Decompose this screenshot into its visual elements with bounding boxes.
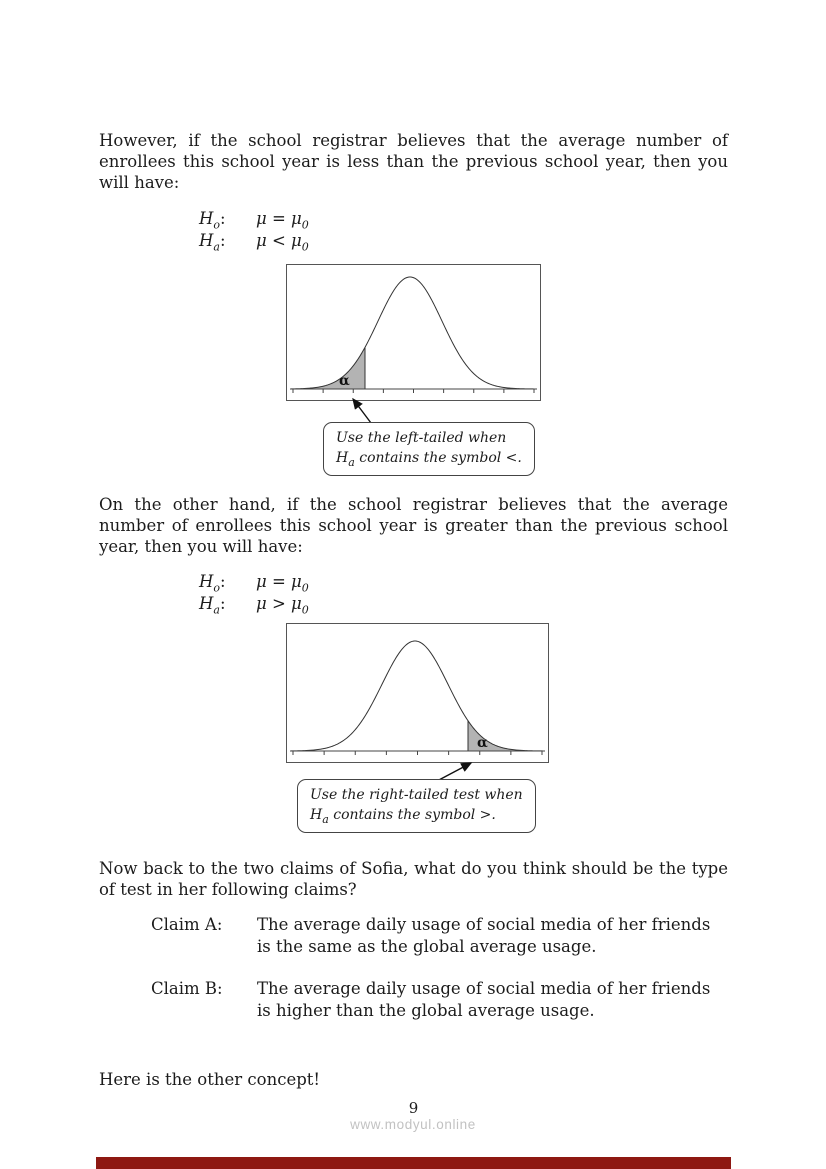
claim-b-text: The average daily usage of social media of her friends is higher than the global average usage. bbox=[257, 979, 711, 1020]
claim-b-label: Claim B: bbox=[151, 979, 223, 998]
hypothesis-symbol: $H_o$: bbox=[199, 572, 226, 595]
bottom-bar bbox=[96, 1157, 731, 1169]
hypothesis-symbol: $H_a$: bbox=[199, 593, 226, 616]
hypothesis-symbol: $H_a$: bbox=[199, 230, 226, 253]
alternative-hypothesis-row bbox=[199, 593, 728, 615]
hypothesis-expression: $\mu = \mu_0$ bbox=[256, 572, 309, 595]
paragraph-left-tailed-intro: However, if the school registrar believes that the average number of enrollees this school year is less than the previous school year, then you will have: bbox=[99, 131, 728, 192]
left-tailed-callout bbox=[323, 422, 535, 476]
left-tailed-distribution-curve bbox=[287, 265, 540, 400]
hypothesis-expression: $\mu > \mu_0$ bbox=[256, 593, 309, 616]
footer-watermark: www.modyul.online bbox=[350, 1117, 476, 1132]
callout-line: Use the left-tailed when bbox=[336, 430, 507, 446]
claim-a-row bbox=[151, 914, 728, 958]
hypotheses-left-tailed bbox=[199, 208, 728, 251]
callout-line: $H_a$ contains the symbol >. bbox=[310, 807, 496, 826]
callout-line: Use the right-tailed test when bbox=[310, 787, 523, 803]
alternative-hypothesis-row bbox=[199, 230, 728, 252]
right-tailed-callout bbox=[297, 779, 536, 833]
right-tailed-figure bbox=[99, 623, 728, 833]
alpha-label: α bbox=[477, 735, 488, 751]
hypothesis-expression: $\mu = \mu_0$ bbox=[256, 209, 309, 232]
callout-line: $H_a$ contains the symbol <. bbox=[336, 450, 522, 469]
hypothesis-expression: $\mu < \mu_0$ bbox=[256, 230, 309, 253]
shaded-alpha-region bbox=[291, 347, 365, 389]
null-hypothesis-row bbox=[199, 208, 728, 230]
paragraph-claims-question: Now back to the two claims of Sofia, what do you think should be the type of test in her following claims? bbox=[99, 859, 728, 899]
right-tailed-curve-box bbox=[286, 623, 549, 763]
distribution-curve bbox=[291, 277, 535, 389]
hypotheses-right-tailed bbox=[199, 571, 728, 614]
page-content bbox=[99, 0, 728, 1117]
closing-line: Here is the other concept! bbox=[99, 1070, 321, 1089]
claim-b-row bbox=[151, 978, 728, 1022]
null-hypothesis-row bbox=[199, 571, 728, 593]
paragraph-right-tailed-intro: On the other hand, if the school registrar believes that the average number of enrollees this school year is greater than the previous school year, then you will have: bbox=[99, 495, 728, 556]
alpha-label: α bbox=[339, 373, 350, 389]
right-tailed-distribution-curve bbox=[287, 624, 548, 762]
hypothesis-symbol: $H_o$: bbox=[199, 209, 226, 232]
distribution-curve bbox=[291, 641, 543, 751]
claim-a-label: Claim A: bbox=[151, 915, 223, 934]
page-number: 9 bbox=[408, 1099, 419, 1117]
left-tailed-figure bbox=[99, 264, 728, 480]
left-tailed-curve-box bbox=[286, 264, 541, 401]
claim-a-text: The average daily usage of social media of her friends is the same as the global average usage. bbox=[257, 915, 711, 956]
